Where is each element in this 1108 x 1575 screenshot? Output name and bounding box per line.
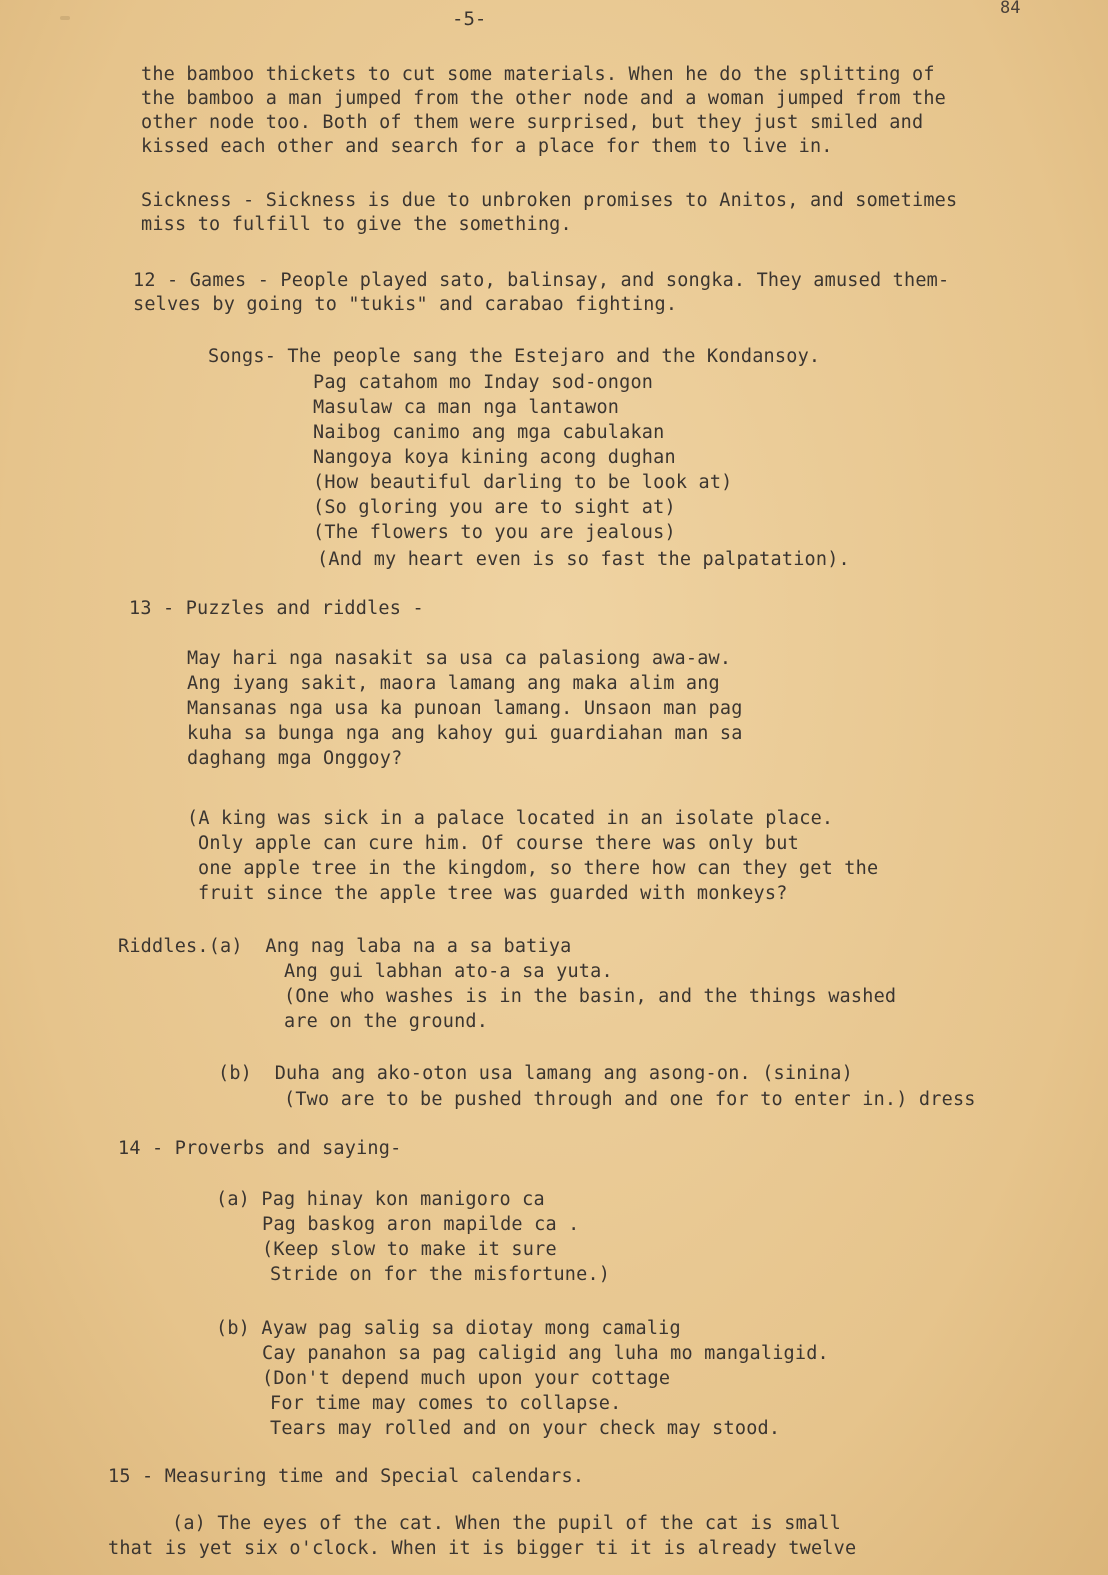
text-line: Masulaw ca man nga lantawon: [313, 397, 620, 418]
text-line: May hari nga nasakit sa usa ca palasiong awa-aw.: [187, 648, 732, 669]
text-line: Mansanas nga usa ka punoan lamang. Unsaon man pag: [187, 698, 743, 719]
text-line: Cay panahon sa pag caligid ang luha mo mangaligid.: [262, 1343, 829, 1364]
text-line: Stride on for the misfortune.): [270, 1264, 611, 1285]
text-line: are on the ground.: [284, 1011, 489, 1032]
text-line: one apple tree in the kingdom, so there how can they get the: [198, 858, 879, 879]
section-heading: 15 - Measuring time and Special calendars.: [108, 1466, 585, 1487]
text-line: (A king was sick in a palace located in an isolate place.: [187, 808, 834, 829]
text-line: (And my heart even is so fast the palpatation).: [317, 549, 850, 570]
text-line: Ang iyang sakit, maora lamang ang maka alim ang: [187, 673, 720, 694]
text-line: (One who washes is in the basin, and the things washed: [284, 986, 897, 1007]
text-line: selves by going to "tukis" and carabao fighting.: [133, 294, 678, 315]
text-line: Riddles.(a) Ang nag laba na a sa batiya: [118, 936, 572, 957]
text-line: Sickness - Sickness is due to unbroken promises to Anitos, and sometimes: [141, 190, 958, 211]
text-line: 12 - Games - People played sato, balinsay, and songka. They amused them-: [133, 270, 950, 291]
punch-mark: [60, 16, 70, 20]
text-line: (b) Duha ang ako-oton usa lamang ang asong-on. (sinina): [218, 1063, 853, 1084]
text-line: Ang gui labhan ato-a sa yuta.: [284, 961, 613, 982]
text-line: the bamboo a man jumped from the other node and a woman jumped from the: [141, 88, 946, 109]
text-line: fruit since the apple tree was guarded with monkeys?: [198, 883, 788, 904]
text-line: Pag catahom mo Inday sod-ongon: [313, 372, 654, 393]
section-heading: 14 - Proverbs and saying-: [118, 1138, 402, 1159]
text-line: (a) Pag hinay kon manigoro ca: [216, 1189, 545, 1210]
text-line: other node too. Both of them were surprised, but they just smiled and: [141, 112, 924, 133]
page-number: -5-: [452, 8, 487, 30]
sheet-number: 84: [1000, 0, 1021, 18]
text-line: (b) Ayaw pag salig sa diotay mong camalig: [216, 1318, 681, 1339]
text-line: (a) The eyes of the cat. When the pupil of the cat is small: [172, 1513, 841, 1534]
text-line: miss to fulfill to give the something.: [141, 214, 572, 235]
text-line: (Don't depend much upon your cottage: [262, 1368, 671, 1389]
text-line: Nangoya koya kining acong dughan: [313, 447, 676, 468]
text-line: that is yet six o'clock. When it is bigger ti it is already twelve: [108, 1538, 857, 1559]
text-line: (Two are to be pushed through and one for to enter in.) dress: [284, 1089, 976, 1110]
text-line: Pag baskog aron mapilde ca .: [262, 1214, 580, 1235]
text-line: the bamboo thickets to cut some materials. When he do the splitting of: [141, 64, 935, 85]
text-line: Tears may rolled and on your check may stood.: [270, 1418, 781, 1439]
text-line: Songs- The people sang the Estejaro and the Kondansoy.: [208, 346, 821, 367]
text-line: kuha sa bunga nga ang kahoy gui guardiahan man sa: [187, 723, 743, 744]
text-line: (How beautiful darling to be look at): [313, 472, 733, 493]
section-heading: 13 - Puzzles and riddles -: [129, 598, 424, 619]
text-line: For time may comes to collapse.: [270, 1393, 622, 1414]
text-line: kissed each other and search for a place for them to live in.: [141, 136, 833, 157]
text-line: daghang mga Onggoy?: [187, 748, 403, 769]
text-line: Naibog canimo ang mga cabulakan: [313, 422, 665, 443]
text-line: (So gloring you are to sight at): [313, 497, 676, 518]
text-line: (Keep slow to make it sure: [262, 1239, 557, 1260]
text-line: (The flowers to you are jealous): [313, 522, 676, 543]
text-line: Only apple can cure him. Of course there was only but: [198, 833, 799, 854]
